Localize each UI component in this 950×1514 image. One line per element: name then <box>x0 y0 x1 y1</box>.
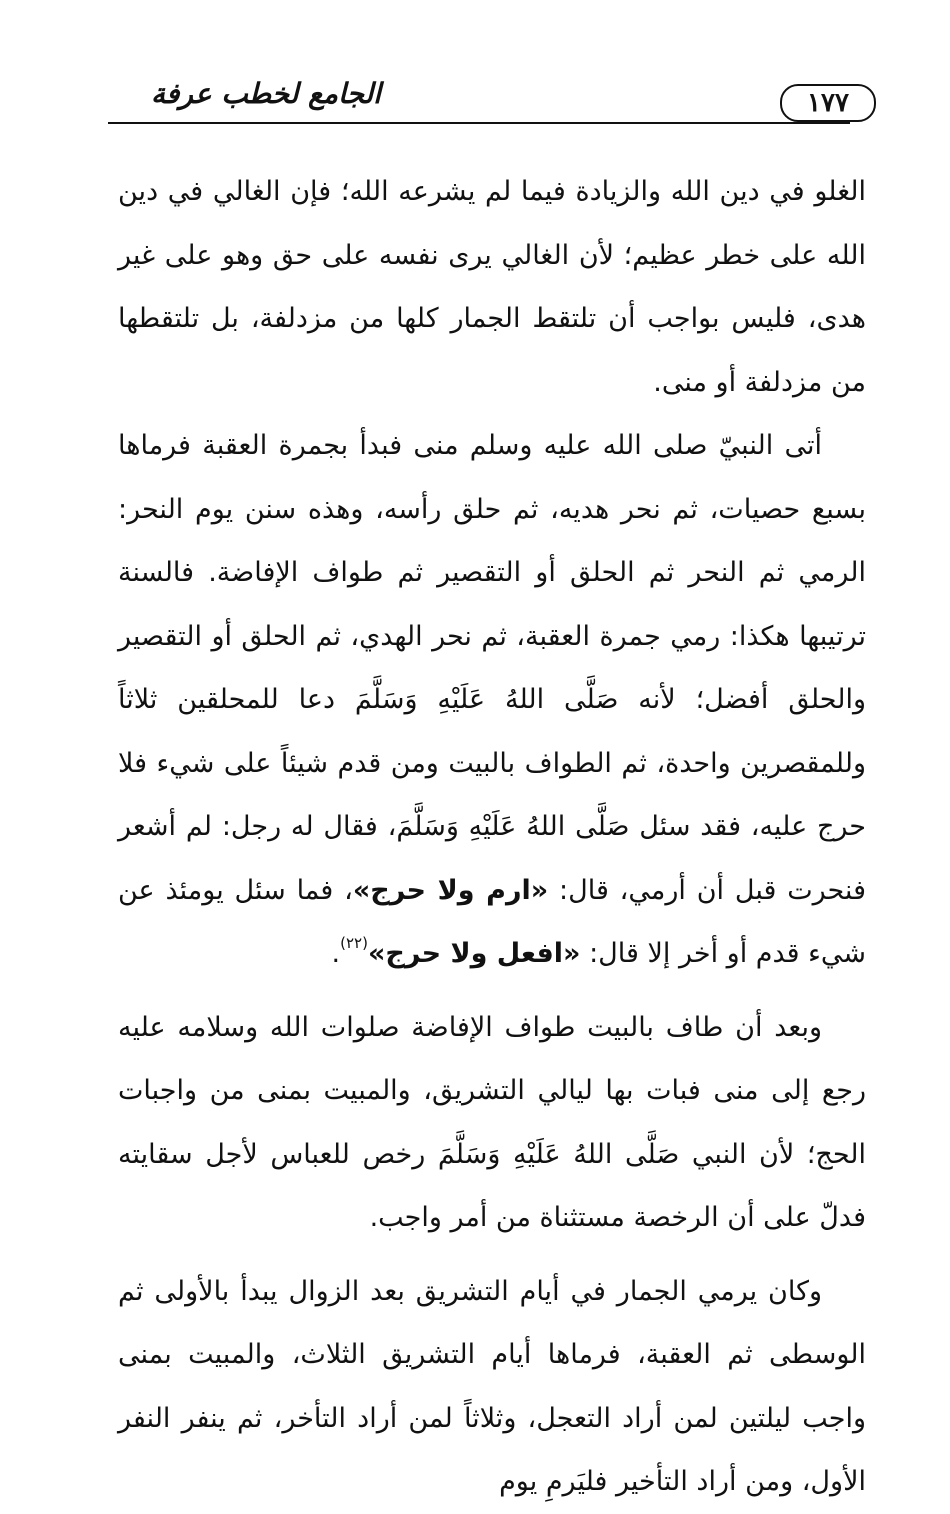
hadith-quote-1: «ارم ولا حرج» <box>352 874 549 906</box>
paragraph-2-middle: ، فما سئل يومئذ عن شيء قدم أو أخر إلا قال: <box>118 874 866 969</box>
paragraph-2 <box>118 414 866 986</box>
footnote-marker: (٢٢) <box>340 934 368 952</box>
paragraph-2-text: أتى النبيّ صلى الله عليه وسلم منى فبدأ بجمرة العقبة فرماها بسبع حصيات، ثم نحر هديه، ثم حلق رأسه، وهذه سنن يوم النحر: الرمي ثم النحر ثم الحلق أو التقصير ثم طواف الإفاضة. فالسنة ترتيبها هكذا: رمي جمرة العقبة، ثم نحر الهدي، ثم الحلق أو التقصير والحلق أفضل؛ لأنه صَلَّى اللهُ عَلَيْهِ وَسَلَّمَ دعا للمحلقين ثلاثاً وللمقصرين واحدة، ثم الطواف بالبيت ومن قدم شيئاً على شيء فلا حرج عليه، فقد سئل صَلَّى اللهُ عَلَيْهِ وَسَلَّمَ، فقال له رجل: لم أشعر فنحرت قبل أن أرمي، قال: <box>118 430 866 906</box>
paragraph-4: وكان يرمي الجمار في أيام التشريق بعد الزوال يبدأ بالأولى ثم الوسطى ثم العقبة، فرماها أيام التشريق الثلاث، والمبيت بمنى واجب ليلتين لمن أراد التعجل، وثلاثاً لمن أراد التأخر، ثم ينفر النفر الأول، ومن أراد التأخير فليَرمِ يوم <box>118 1275 866 1497</box>
body-text <box>118 160 866 1514</box>
paragraph-1: الغلو في دين الله والزيادة فيما لم يشرعه الله؛ فإن الغالي في دين الله على خطر عظيم؛ لأن الغالي يرى نفسه على حق وهو على غير هدى، فليس بواجب أن تلتقط الجمار كلها من مزدلفة، بل تلتقطها من مزدلفة أو منى. <box>118 176 866 398</box>
page-number: ١٧٧ <box>780 84 876 122</box>
header-divider <box>108 122 850 124</box>
paragraph-3: وبعد أن طاف بالبيت طواف الإفاضة صلوات الله وسلامه عليه رجع إلى منى فبات بها ليالي التشريق، والمبيت بمنى من واجبات الحج؛ لأن النبي صَلَّى اللهُ عَلَيْهِ وَسَلَّمَ رخص للعباس لأجل سقايته فدلّ على أن الرخصة مستثناة من أمر واجب. <box>118 1011 866 1233</box>
hadith-quote-2: «افعل ولا حرج» <box>367 938 581 969</box>
paragraph-2-end: . <box>331 938 341 969</box>
book-title: الجامع لخطب عرفة <box>151 76 381 110</box>
page-header <box>108 62 850 122</box>
margin-note <box>4 165 96 465</box>
